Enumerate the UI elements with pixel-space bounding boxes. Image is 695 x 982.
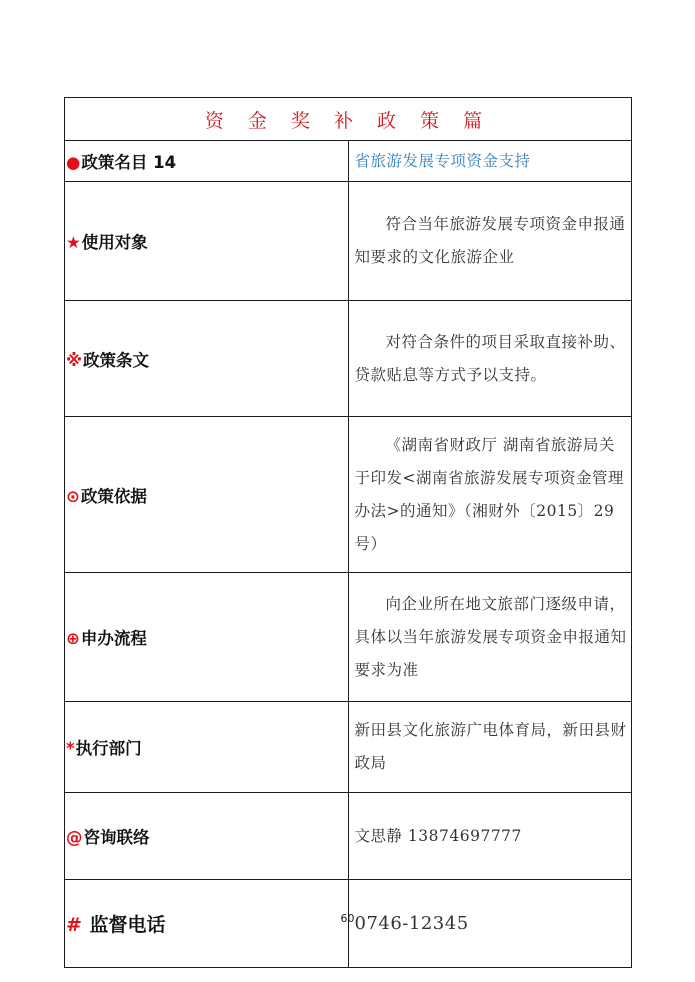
department-label [65, 702, 349, 793]
asterisk-icon: * [66, 739, 75, 758]
circled-plus-icon: ⊕ [66, 629, 80, 648]
hash-icon: # [66, 914, 82, 936]
policy-text-row [65, 301, 632, 417]
target-label-text: 使用对象 [81, 233, 148, 252]
basis-value: 《湖南省财政厅 湖南省旅游局关于印发<湖南省旅游发展专项资金管理办法>的通知》（湘财外〔2015〕29 号） [348, 417, 632, 573]
policy-name-label-text: 政策名目 14 [81, 153, 177, 172]
basis-label-text: 政策依据 [80, 486, 147, 506]
department-row [65, 702, 632, 793]
circled-dot-icon: ⊙ [66, 486, 80, 506]
policy-name-value: 省旅游发展专项资金支持 [348, 141, 632, 182]
bullet-dot-icon: ● [66, 153, 81, 172]
basis-row [65, 417, 632, 573]
section-title: 资 金 奖 补 政 策 篇 [65, 98, 632, 141]
policy-sheet [64, 97, 632, 968]
policy-name-label [65, 141, 349, 182]
contact-row [65, 793, 632, 880]
title-row [65, 98, 632, 141]
process-row [65, 573, 632, 702]
target-row [65, 182, 632, 301]
contact-value: 文思静 13874697777 [348, 793, 632, 880]
page-number: 60 [340, 912, 355, 925]
process-label-text: 申办流程 [80, 629, 147, 648]
at-sign-icon: @ [66, 828, 83, 847]
target-value: 符合当年旅游发展专项资金申报通知要求的文化旅游企业 [348, 182, 632, 301]
department-value: 新田县文化旅游广电体育局，新田县财政局 [348, 702, 632, 793]
process-value: 向企业所在地文旅部门逐级申请，具体以当年旅游发展专项资金申报通知要求为准 [348, 573, 632, 702]
policy-text-label [65, 301, 349, 417]
policy-text-value: 对符合条件的项目采取直接补助、贷款贴息等方式予以支持。 [348, 301, 632, 417]
target-label [65, 182, 349, 301]
supervision-value: 0746-12345 [348, 880, 632, 968]
contact-label [65, 793, 349, 880]
basis-label [65, 417, 349, 573]
process-label [65, 573, 349, 702]
policy-text-label-text: 政策条文 [83, 350, 150, 370]
policy-table [64, 97, 632, 968]
policy-name-row [65, 141, 632, 182]
supervision-label-text: 监督电话 [82, 914, 166, 936]
star-icon: ★ [66, 233, 81, 252]
department-label-text: 执行部门 [75, 739, 142, 758]
reference-mark-icon: ※ [66, 350, 83, 370]
contact-label-text: 咨询联络 [83, 828, 150, 847]
